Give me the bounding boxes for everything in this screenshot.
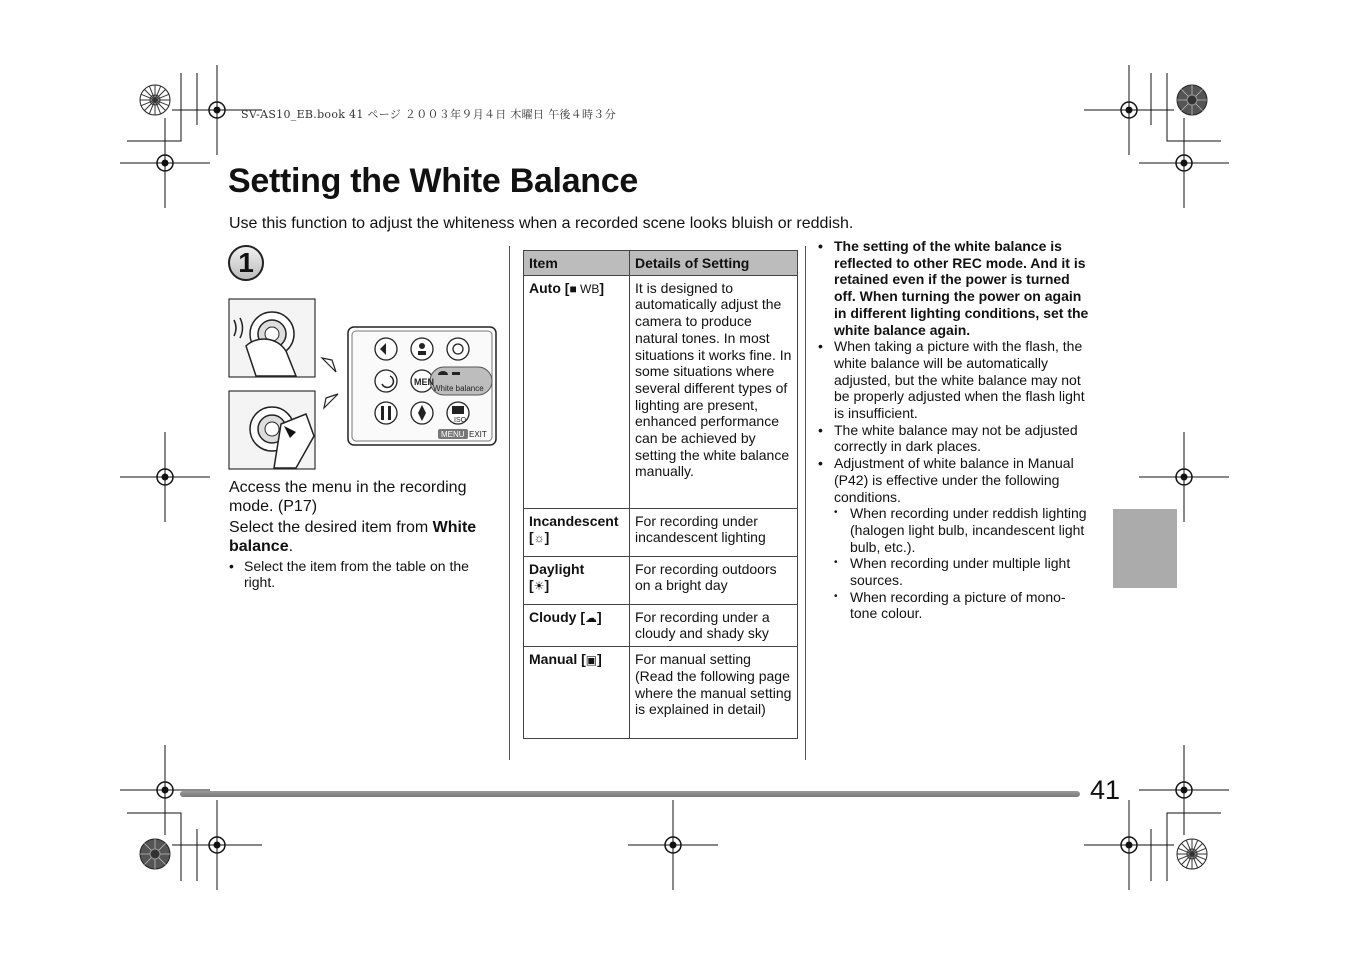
table-cell-details: For manual setting (Read the following page where the manual setting is explained in detail)	[630, 647, 798, 739]
table-cell-item: Daylight [☀]	[524, 556, 630, 604]
white-balance-table	[523, 250, 798, 739]
column-divider-left	[509, 246, 510, 760]
step-number-badge: 1	[228, 245, 264, 281]
table-cell-details: For recording under a cloudy and shady sky	[630, 604, 798, 646]
auto-wb-icon: ■ WB	[569, 281, 600, 296]
step-instruction-2: Select the desired item from White balance.	[229, 519, 477, 555]
lcd-exit-label: EXIT	[469, 430, 487, 439]
note-subitem: • When recording a picture of mono-tone colour.	[818, 589, 1090, 622]
cloudy-icon: ☁	[585, 610, 597, 625]
note-subitem: • When recording under multiple light sources.	[818, 555, 1090, 588]
table-cell-item: Incandescent [☼]	[524, 508, 630, 556]
table-row	[524, 604, 798, 646]
intro-text: Use this function to adjust the whiteness when a recorded scene looks bluish or reddish.	[229, 215, 854, 232]
lcd-menu-short: MEN	[414, 377, 434, 387]
lcd-iso-label: ISO	[454, 417, 467, 424]
table-row	[524, 508, 798, 556]
table-row	[524, 647, 798, 739]
lcd-menu-label: MENU	[441, 430, 465, 439]
note-item: • The white balance may not be adjusted correctly in dark places.	[818, 422, 1090, 455]
note-subitem: • When recording under reddish lighting (halogen light bulb, incandescent light bulb, etc.).	[818, 505, 1090, 555]
white-balance-term: White balance	[229, 519, 477, 555]
note-item: • The setting of the white balance is reflected to other REC mode. And it is retained even if the power is turned off. When turning the power on again in different lighting conditions, set the white balance again.	[818, 238, 1090, 338]
table-row	[524, 275, 798, 508]
column-divider-right	[805, 246, 806, 760]
table-cell-details: For recording under incandescent lighting	[630, 508, 798, 556]
page-title: Setting the White Balance	[228, 162, 638, 200]
section-side-tab	[1113, 509, 1177, 588]
table-cell-item: Manual [▣]	[524, 647, 630, 739]
manual-wb-icon: ▣	[585, 653, 598, 668]
table-header-item: Item	[524, 251, 630, 276]
daylight-icon: ☀	[533, 579, 545, 594]
notes-list	[818, 238, 1090, 622]
lcd-white-balance-label: White balance	[433, 384, 484, 393]
page-number: 41	[1090, 775, 1121, 805]
print-header: SV-AS10_EB.book 41 ページ ２００３年９月４日 木曜日 午後４時３分	[241, 108, 616, 121]
table-row	[524, 556, 798, 604]
incandescent-icon: ☼	[533, 531, 545, 546]
table-cell-item: Auto [■ WB]	[524, 275, 630, 508]
table-header-row	[524, 251, 798, 276]
table-cell-details: It is designed to automatically adjust the camera to produce natural tones. In most situations it works fine. In some situations where several different types of lighting are present, enhanced performance can be achieved by setting the white balance manually.	[630, 275, 798, 508]
table-cell-item: Cloudy [☁]	[524, 604, 630, 646]
footer-bar	[180, 791, 1080, 797]
table-header-details: Details of Setting	[630, 251, 798, 276]
step-bullet: • Select the item from the table on the right.	[229, 558, 489, 590]
table-cell-details: For recording outdoors on a bright day	[630, 556, 798, 604]
note-item: • When taking a picture with the flash, the white balance will be automatically adjusted, but the white balance may not be properly adjusted when the flash light is insufficient.	[818, 338, 1090, 422]
note-item: • Adjustment of white balance in Manual (P42) is effective under the following conditions.	[818, 455, 1090, 505]
camera-illustration	[226, 296, 502, 474]
step-instruction-1: Access the menu in the recording mode. (P17)	[229, 479, 467, 515]
